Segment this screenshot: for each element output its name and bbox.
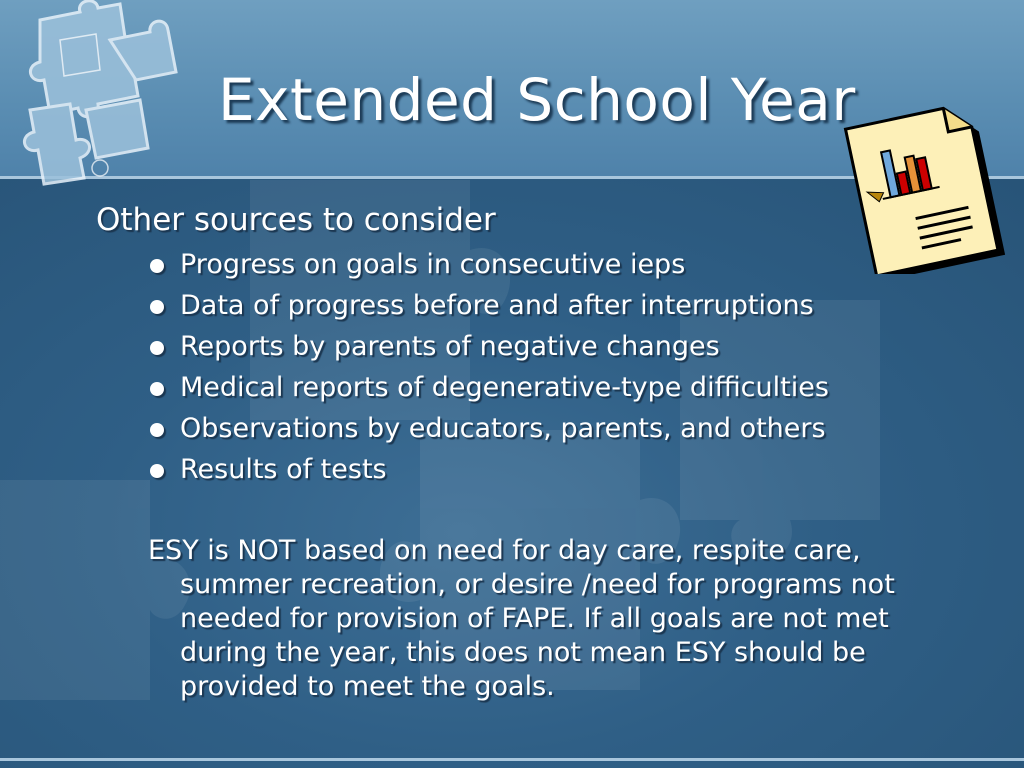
bullet-text: Observations by educators, parents, and others <box>180 413 826 444</box>
bullet-text: Results of tests <box>180 454 387 485</box>
list-item <box>148 244 956 285</box>
bullet-icon <box>150 341 164 355</box>
bullet-text: Data of progress before and after interruptions <box>180 290 814 321</box>
slide-body <box>96 200 956 490</box>
list-item <box>148 367 956 408</box>
bullet-icon <box>150 382 164 396</box>
esy-note-paragraph: ESY is NOT based on need for day care, respite care, summer recreation, or desire /need for programs not needed for provision of FAPE. If all goals are not met during the year, this does not mean ESY should be provided to meet the goals. <box>148 535 895 702</box>
bullet-list <box>96 244 956 490</box>
bullet-icon <box>150 423 164 437</box>
bullet-text: Medical reports of degenerative-type difficulties <box>180 372 829 403</box>
list-item <box>148 285 956 326</box>
slide-title: Extended School Year <box>218 66 856 134</box>
bullet-icon <box>150 259 164 273</box>
list-item <box>148 326 956 367</box>
bullet-icon <box>150 464 164 478</box>
list-item <box>148 408 956 449</box>
bullet-icon <box>150 300 164 314</box>
bullet-text: Reports by parents of negative changes <box>180 331 720 362</box>
section-heading: Other sources to consider <box>96 202 496 238</box>
list-item <box>148 449 956 490</box>
bullet-text: Progress on goals in consecutive ieps <box>180 249 686 280</box>
puzzle-pieces-icon <box>0 0 200 190</box>
